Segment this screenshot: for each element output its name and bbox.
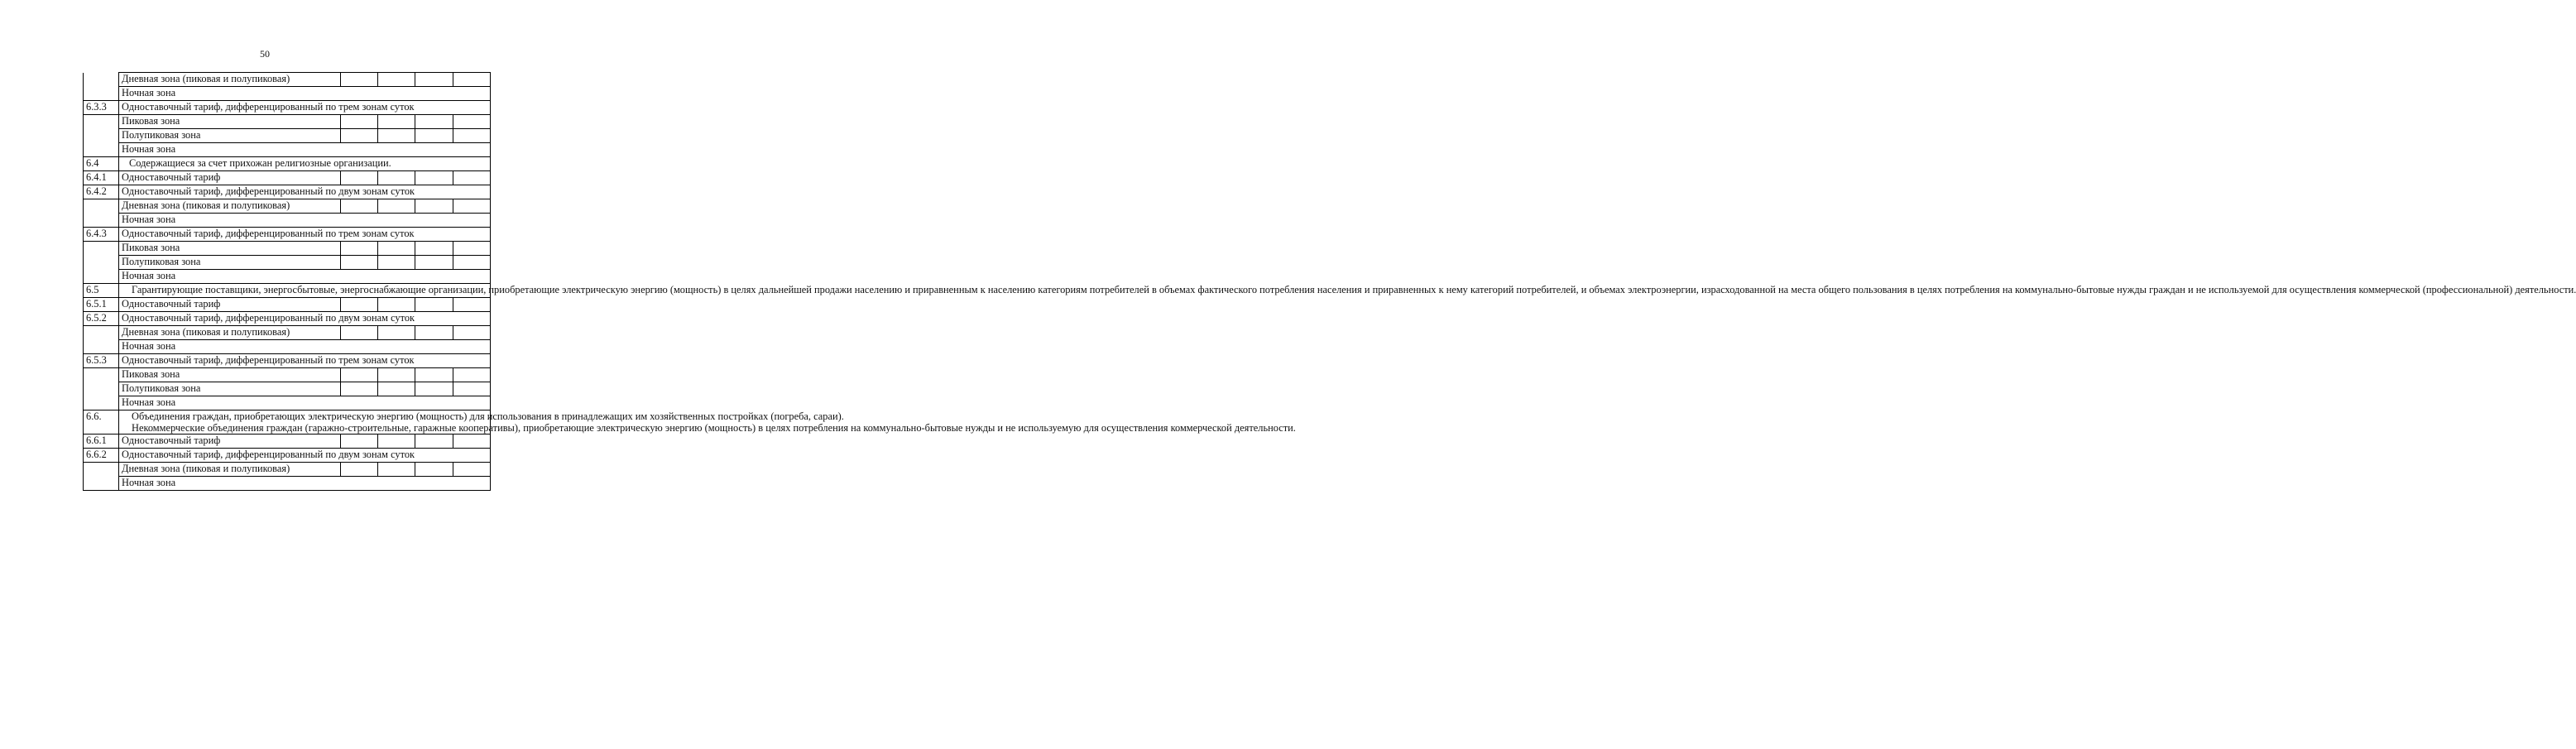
value-cell [341, 115, 378, 129]
table-row [84, 284, 491, 298]
value-cell [415, 463, 453, 477]
row-label: Полупиковая зона [119, 382, 341, 396]
tariff-table [83, 72, 2576, 491]
value-cell [453, 382, 491, 396]
row-code [84, 477, 119, 491]
page-number: 50 [260, 48, 270, 60]
row-label: Одноставочный тариф, дифференцированный по двум зонам суток [119, 185, 491, 199]
row-code [84, 396, 119, 411]
table-row [84, 143, 491, 157]
value-cell [341, 382, 378, 396]
row-label [119, 284, 2576, 298]
value-cell [453, 129, 491, 143]
row-label: Одноставочный тариф [119, 435, 341, 449]
table-row [84, 185, 491, 199]
row-code: 6.5.1 [84, 298, 119, 312]
row-code: 6.6.2 [84, 449, 119, 463]
row-label: Одноставочный тариф [119, 171, 341, 185]
row-label: Дневная зона (пиковая и полупиковая) [119, 326, 341, 340]
value-cell [415, 382, 453, 396]
table-row [84, 228, 491, 242]
row-code [84, 270, 119, 284]
table-row [84, 115, 491, 129]
table-row [84, 101, 491, 115]
table-row [84, 435, 491, 449]
value-cell [453, 298, 491, 312]
row-label: Ночная зона [119, 340, 491, 354]
value-cell [341, 73, 378, 87]
value-cell [378, 382, 415, 396]
value-cell [453, 368, 491, 382]
row-code [84, 326, 119, 340]
value-cell [341, 435, 378, 449]
row-code [84, 129, 119, 143]
table-row [84, 463, 491, 477]
table-row [84, 73, 491, 87]
value-cell [415, 73, 453, 87]
value-cell [378, 298, 415, 312]
section-text: Объединения граждан, приобретающих электрическую энергию (мощность) для использования в принадлежащих им хозяйственных постройках (погреба, сараи). [132, 411, 844, 422]
value-cell [378, 199, 415, 214]
value-cell [378, 129, 415, 143]
row-label: Ночная зона [119, 270, 491, 284]
table-row [84, 340, 491, 354]
row-code: 6.5.2 [84, 312, 119, 326]
row-code [84, 382, 119, 396]
row-label: Полупиковая зона [119, 256, 341, 270]
value-cell [341, 368, 378, 382]
row-label: Пиковая зона [119, 242, 341, 256]
table-row [84, 242, 491, 256]
row-label: Одноставочный тариф, дифференцированный по двум зонам суток [119, 449, 491, 463]
row-label: Дневная зона (пиковая и полупиковая) [119, 199, 341, 214]
value-cell [453, 115, 491, 129]
row-code [84, 463, 119, 477]
row-label: Ночная зона [119, 214, 491, 228]
value-cell [378, 171, 415, 185]
table-row [84, 199, 491, 214]
value-cell [415, 368, 453, 382]
value-cell [341, 463, 378, 477]
section-text: Некоммерческие объединения граждан (гаражно-строительные, гаражные кооперативы), приобретающие электрическую энергию (мощность) в целях потребления на коммунально-бытовые нужды и не используемую для осуществления коммерческой деятельности. [132, 422, 1296, 434]
value-cell [415, 129, 453, 143]
value-cell [415, 298, 453, 312]
row-code [84, 115, 119, 129]
row-label: Ночная зона [119, 477, 491, 491]
value-cell [378, 463, 415, 477]
value-cell [341, 199, 378, 214]
table-row [84, 368, 491, 382]
value-cell [341, 298, 378, 312]
row-label: Одноставочный тариф, дифференцированный по трем зонам суток [119, 228, 491, 242]
value-cell [453, 199, 491, 214]
table-row [84, 411, 491, 435]
row-code: 6.4 [84, 157, 119, 171]
row-code: 6.5 [84, 284, 119, 298]
value-cell [453, 256, 491, 270]
row-code [84, 143, 119, 157]
row-code [84, 368, 119, 382]
value-cell [341, 256, 378, 270]
value-cell [378, 326, 415, 340]
table-row [84, 157, 491, 171]
row-label: Одноставочный тариф [119, 298, 341, 312]
table-row [84, 298, 491, 312]
value-cell [453, 463, 491, 477]
value-cell [378, 115, 415, 129]
row-code [84, 87, 119, 101]
row-code: 6.4.3 [84, 228, 119, 242]
value-cell [453, 171, 491, 185]
table-row [84, 477, 491, 491]
row-code [84, 214, 119, 228]
table-row [84, 326, 491, 340]
value-cell [341, 171, 378, 185]
table-row [84, 87, 491, 101]
row-label: Содержащиеся за счет прихожан религиозные организации. [119, 157, 491, 171]
row-code: 6.6.1 [84, 435, 119, 449]
row-label: Ночная зона [119, 143, 491, 157]
value-cell [415, 326, 453, 340]
value-cell [378, 368, 415, 382]
row-label [119, 411, 1296, 435]
value-cell [453, 435, 491, 449]
value-cell [453, 73, 491, 87]
row-label: Ночная зона [119, 396, 491, 411]
table-row [84, 256, 491, 270]
row-code: 6.4.2 [84, 185, 119, 199]
value-cell [415, 199, 453, 214]
value-cell [378, 435, 415, 449]
row-label: Одноставочный тариф, дифференцированный по трем зонам суток [119, 101, 491, 115]
value-cell [453, 242, 491, 256]
value-cell [453, 326, 491, 340]
row-code [84, 256, 119, 270]
value-cell [341, 326, 378, 340]
row-label: Пиковая зона [119, 115, 341, 129]
row-code: 6.5.3 [84, 354, 119, 368]
table-row [84, 129, 491, 143]
row-label: Полупиковая зона [119, 129, 341, 143]
row-code [84, 73, 119, 87]
value-cell [378, 256, 415, 270]
row-label: Одноставочный тариф, дифференцированный по трем зонам суток [119, 354, 491, 368]
value-cell [378, 73, 415, 87]
section-text: Гарантирующие поставщики, энергосбытовые, энергоснабжающие организации, приобретающие электрическую энергию (мощность) в целях дальнейшей продажи населению и приравненным к населению категориям потребителей в объемах фактического потребления населения и приравненных к нему категорий потребителей, и объемах электроэнергии, израсходованной на места общего пользования в целях потребления на коммунально-бытовые нужды граждан и не используемой для осуществления коммерческой (профессиональной) деятельности. [132, 284, 2576, 295]
value-cell [341, 129, 378, 143]
table-row [84, 449, 491, 463]
value-cell [415, 256, 453, 270]
table-row [84, 312, 491, 326]
table-row [84, 354, 491, 368]
table-row [84, 171, 491, 185]
row-code [84, 242, 119, 256]
table-row [84, 382, 491, 396]
row-code [84, 340, 119, 354]
row-label: Одноставочный тариф, дифференцированный по двум зонам суток [119, 312, 491, 326]
table-row [84, 214, 491, 228]
value-cell [415, 115, 453, 129]
row-label: Ночная зона [119, 87, 491, 101]
value-cell [415, 171, 453, 185]
row-label: Дневная зона (пиковая и полупиковая) [119, 463, 341, 477]
row-label: Дневная зона (пиковая и полупиковая) [119, 73, 341, 87]
row-code [84, 199, 119, 214]
value-cell [415, 435, 453, 449]
table-row [84, 270, 491, 284]
value-cell [341, 242, 378, 256]
row-label: Пиковая зона [119, 368, 341, 382]
value-cell [415, 242, 453, 256]
row-code: 6.3.3 [84, 101, 119, 115]
row-code: 6.4.1 [84, 171, 119, 185]
value-cell [378, 242, 415, 256]
row-code: 6.6. [84, 411, 119, 435]
table-row [84, 396, 491, 411]
